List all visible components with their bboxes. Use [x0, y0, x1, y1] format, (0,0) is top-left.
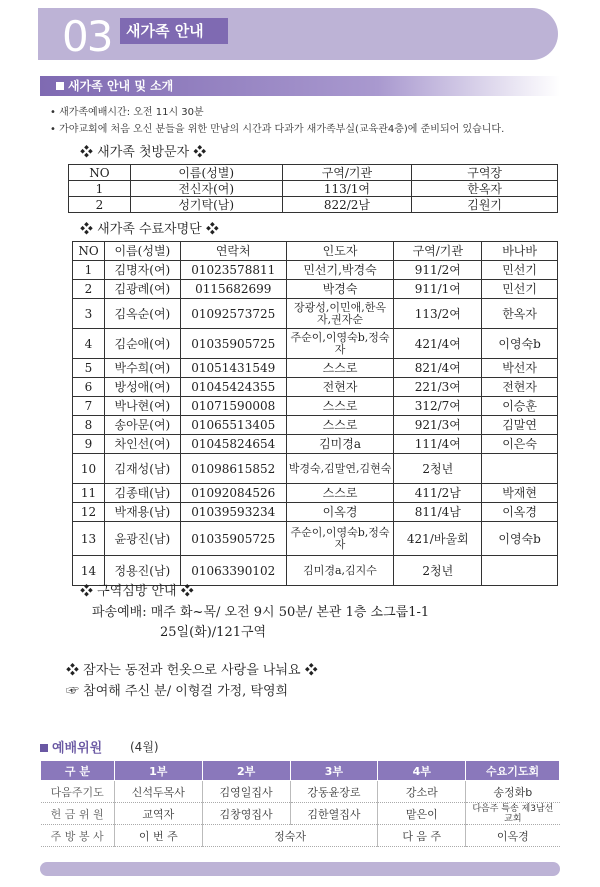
cell: 01092084526 [180, 484, 286, 503]
col-header: 구역장 [412, 165, 558, 181]
cell: 박나현(여) [104, 397, 180, 416]
table-row [41, 803, 560, 825]
col-header: 바나바 [482, 242, 558, 261]
cell: 정용진(남) [104, 556, 180, 586]
cell: 5 [73, 359, 105, 378]
col-header: 인도자 [286, 242, 394, 261]
cell: 박경숙 [286, 280, 394, 299]
cell: 11 [73, 484, 105, 503]
cell: 강소라 [378, 781, 466, 803]
square-icon [40, 744, 48, 752]
worship-table [40, 760, 560, 847]
cell: 방성애(여) [104, 378, 180, 397]
clothing-title: ❖ 잠자는 동전과 헌옷으로 사랑을 나눠요 ❖ [66, 663, 318, 678]
cell: 0115682699 [180, 280, 286, 299]
bottom-band [40, 862, 560, 876]
row-label: 주 방 봉 사 [41, 825, 115, 847]
table-row [69, 197, 558, 213]
cell: 이은숙 [482, 435, 558, 454]
table-row [73, 378, 558, 397]
cell: 민선기 [482, 280, 558, 299]
cell: 박재현 [482, 484, 558, 503]
cell: 김순애(여) [104, 329, 180, 359]
graduates-table [72, 241, 558, 586]
cell: 01071590008 [180, 397, 286, 416]
cell: 김말연 [482, 416, 558, 435]
table-header-row [41, 761, 560, 781]
cell: 이옥경 [482, 503, 558, 522]
cell: 스스로 [286, 397, 394, 416]
cell: 01045424355 [180, 378, 286, 397]
cell: 민선기 [482, 261, 558, 280]
cell: 윤광진(남) [104, 522, 180, 556]
cell: 박재용(남) [104, 503, 180, 522]
cell: 한옥자 [412, 181, 558, 197]
table-row [73, 435, 558, 454]
cell: 1 [73, 261, 105, 280]
cell: 921/3여 [394, 416, 482, 435]
cell: 김종태(남) [104, 484, 180, 503]
cell: 2청년 [394, 556, 482, 586]
row-label: 다음주기도 [41, 781, 115, 803]
table-row [73, 359, 558, 378]
cell [482, 454, 558, 484]
cell: 8 [73, 416, 105, 435]
cell: 이옥경 [466, 825, 560, 847]
cell [482, 556, 558, 586]
visit-title: ❖ 구역심방 안내 ❖ [80, 584, 194, 599]
cell: 다음주 특송 제3남선교회 [466, 803, 560, 825]
cell: 2 [69, 197, 131, 213]
cell: 이옥경 [286, 503, 394, 522]
table-row [41, 781, 560, 803]
cell: 맡은이 [378, 803, 466, 825]
visitors-title: ❖ 새가족 첫방문자 ❖ [80, 145, 207, 160]
cell: 3 [73, 299, 105, 329]
cell: 12 [73, 503, 105, 522]
col-header: 구역/기관 [394, 242, 482, 261]
visit-line-2: 25일(화)/121구역 [160, 625, 267, 640]
cell: 9 [73, 435, 105, 454]
bullet-time: • 새가족예배시간: 오전 11시 30분 [50, 107, 204, 118]
col-header: 구 분 [41, 761, 115, 781]
table-row [73, 454, 558, 484]
cell: 이승훈 [482, 397, 558, 416]
cell: 이영숙b [482, 522, 558, 556]
table-row [73, 261, 558, 280]
cell: 113/2여 [394, 299, 482, 329]
cell: 1 [69, 181, 131, 197]
bullet-info: • 가야교회에 처음 오신 분들을 위한 만남의 시간과 다과가 새가족부실(교육관4층)에 준비되어 있습니다. [50, 124, 505, 135]
graduates-title: ❖ 새가족 수료자명단 ❖ [80, 222, 219, 237]
cell: 6 [73, 378, 105, 397]
cell: 스스로 [286, 359, 394, 378]
clothing-line: ☞ 참여해 주신 분/ 이형걸 가정, 탁영희 [66, 684, 289, 699]
cell: 주순이,이영숙b,정숙자 [286, 522, 394, 556]
visit-line-1: 파송예배: 매주 화~목/ 오전 9시 50분/ 본관 1층 소그룹1-1 [92, 605, 430, 620]
cell: 김명자(여) [104, 261, 180, 280]
worship-title: 예배위원 [40, 737, 102, 756]
cell: 스스로 [286, 484, 394, 503]
table-row [73, 329, 558, 359]
cell: 전신자(여) [130, 181, 282, 197]
table-row [73, 522, 558, 556]
table-row [41, 825, 560, 847]
cell: 김재성(남) [104, 454, 180, 484]
cell: 차인선(여) [104, 435, 180, 454]
cell: 김원기 [412, 197, 558, 213]
col-header: 3부 [290, 761, 378, 781]
cell: 01039593234 [180, 503, 286, 522]
cell: 민선기,박경숙 [286, 261, 394, 280]
cell: 한옥자 [482, 299, 558, 329]
cell: 01092573725 [180, 299, 286, 329]
cell: 01023578811 [180, 261, 286, 280]
worship-month: (4월) [130, 740, 159, 754]
cell: 01098615852 [180, 454, 286, 484]
cell: 01045824654 [180, 435, 286, 454]
cell: 14 [73, 556, 105, 586]
square-icon [56, 82, 64, 90]
table-header-row [73, 242, 558, 261]
cell: 박선자 [482, 359, 558, 378]
cell: 7 [73, 397, 105, 416]
cell: 주순이,이영숙b,정숙자 [286, 329, 394, 359]
table-row [73, 484, 558, 503]
cell: 01051431549 [180, 359, 286, 378]
table-row [73, 416, 558, 435]
cell: 송아문(여) [104, 416, 180, 435]
cell: 4 [73, 329, 105, 359]
cell: 전현자 [286, 378, 394, 397]
cell: 이 번 주 [114, 825, 202, 847]
cell: 10 [73, 454, 105, 484]
table-row [73, 280, 558, 299]
col-header: 수요기도회 [466, 761, 560, 781]
col-header: 이름(성별) [130, 165, 282, 181]
cell: 신석두목사 [114, 781, 202, 803]
col-header: 연락처 [180, 242, 286, 261]
col-header: 4부 [378, 761, 466, 781]
cell: 교역자 [114, 803, 202, 825]
cell: 421/4여 [394, 329, 482, 359]
section-title: 새가족 안내 및 소개 [56, 77, 173, 94]
cell: 411/2남 [394, 484, 482, 503]
table-row [69, 181, 558, 197]
cell: 김미경a,김지수 [286, 556, 394, 586]
cell: 성기탁(남) [130, 197, 282, 213]
col-header: 1부 [114, 761, 202, 781]
table-header-row [69, 165, 558, 181]
cell: 2 [73, 280, 105, 299]
col-header: NO [69, 165, 131, 181]
cell: 박경숙,김말연,김현숙 [286, 454, 394, 484]
cell: 다 음 주 [378, 825, 466, 847]
cell: 김영일집사 [202, 781, 290, 803]
cell: 01035905725 [180, 522, 286, 556]
cell: 강동윤장로 [290, 781, 378, 803]
cell: 정숙자 [202, 825, 378, 847]
cell: 김광례(여) [104, 280, 180, 299]
col-header: 이름(성별) [104, 242, 180, 261]
header-band [38, 8, 558, 60]
col-header: 구역/기관 [282, 165, 412, 181]
cell: 221/3여 [394, 378, 482, 397]
cell: 2청년 [394, 454, 482, 484]
cell: 김창영집사 [202, 803, 290, 825]
section-number: 03 [62, 12, 112, 61]
cell: 박수희(여) [104, 359, 180, 378]
table-row [73, 503, 558, 522]
col-header: NO [73, 242, 105, 261]
cell: 421/바울회 [394, 522, 482, 556]
cell: 01063390102 [180, 556, 286, 586]
cell: 911/1여 [394, 280, 482, 299]
cell: 13 [73, 522, 105, 556]
table-row [73, 397, 558, 416]
cell: 822/2남 [282, 197, 412, 213]
cell: 이영숙b [482, 329, 558, 359]
cell: 911/2여 [394, 261, 482, 280]
cell: 전현자 [482, 378, 558, 397]
cell: 113/1여 [282, 181, 412, 197]
cell: 111/4여 [394, 435, 482, 454]
cell: 김옥순(여) [104, 299, 180, 329]
cell: 821/4여 [394, 359, 482, 378]
table-row [73, 299, 558, 329]
cell: 312/7여 [394, 397, 482, 416]
cell: 김미경a [286, 435, 394, 454]
visitors-table [68, 164, 558, 213]
row-label: 헌 금 위 원 [41, 803, 115, 825]
cell: 장광성,이민애,한옥자,권자순 [286, 299, 394, 329]
cell: 01035905725 [180, 329, 286, 359]
cell: 스스로 [286, 416, 394, 435]
col-header: 2부 [202, 761, 290, 781]
cell: 김한열집사 [290, 803, 378, 825]
cell: 811/4남 [394, 503, 482, 522]
cell: 01065513405 [180, 416, 286, 435]
page-title: 새가족 안내 [120, 18, 228, 44]
cell: 송정화b [466, 781, 560, 803]
